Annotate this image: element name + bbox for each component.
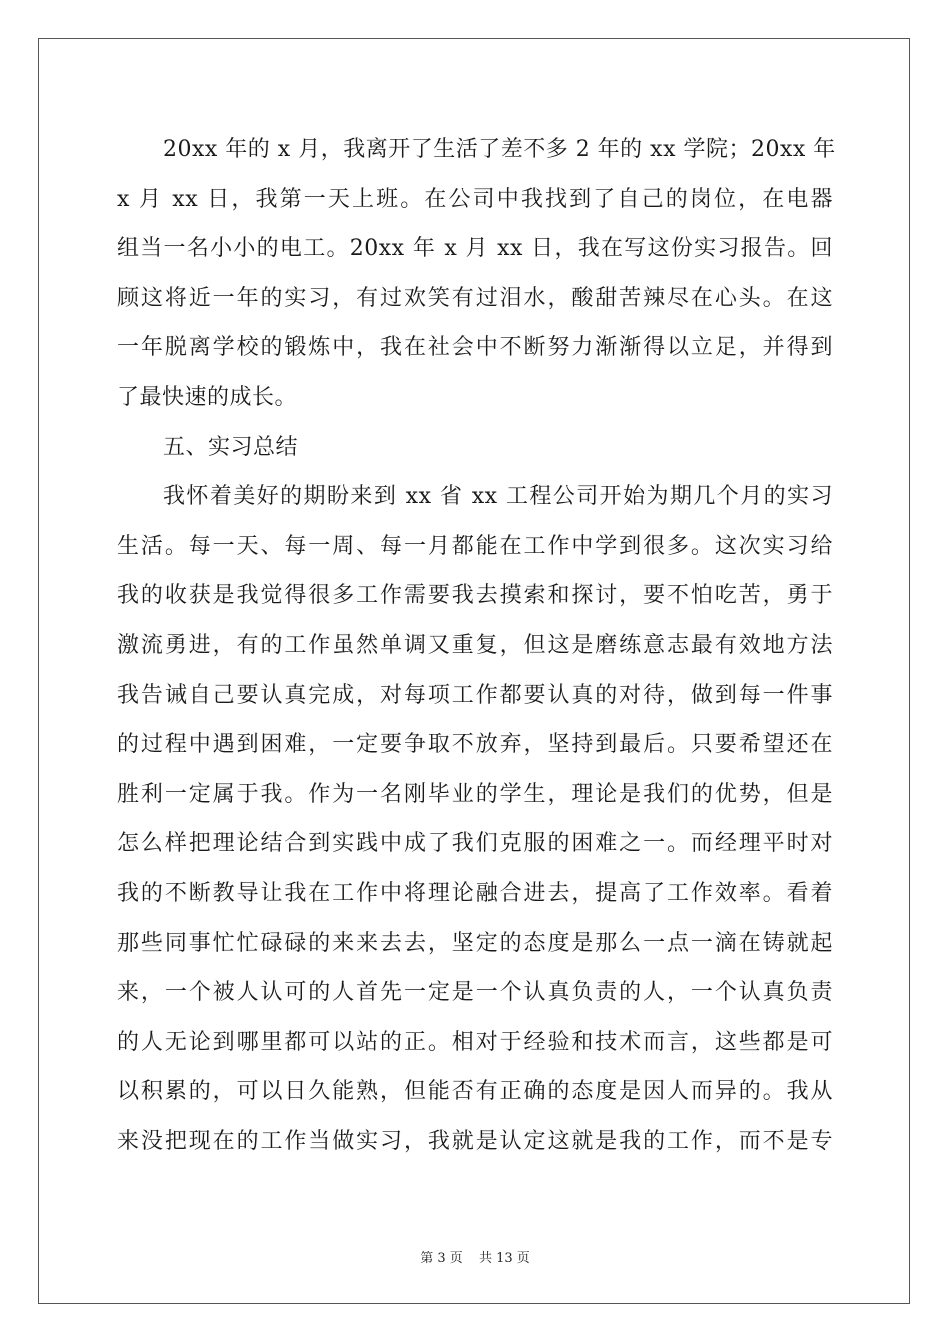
text-line: 顾这将近一年的实习，有过欢笑有过泪水，酸甜苦辣尽在心头。在这 <box>117 285 833 311</box>
text-line: 的人无论到哪里都可以站的正。相对于经验和技术而言，这些都是可 <box>117 1029 833 1055</box>
page-footer <box>0 1247 950 1266</box>
text-line: 我的不断教导让我在工作中将理论融合进去，提高了工作效率。看着 <box>117 880 833 906</box>
text-line: 我的收获是我觉得很多工作需要我去摸索和探讨，要不怕吃苦，勇于 <box>117 583 833 609</box>
text-line: 一年脱离学校的锻炼中，我在社会中不断努力渐渐得以立足，并得到 <box>117 335 833 361</box>
text-line: 我怀着美好的期盼来到 xx 省 xx 工程公司开始为期几个月的实习 <box>163 484 833 510</box>
text-line: 那些同事忙忙碌碌的来来去去，坚定的态度是那么一点一滴在铸就起 <box>117 930 833 956</box>
page-number: 第 3 页 <box>420 1251 463 1266</box>
text-line: 了最快速的成长。 <box>117 384 298 410</box>
text-line: 五、实习总结 <box>163 434 299 460</box>
document-body <box>117 125 836 1166</box>
text-line: 我告诫自己要认真完成，对每项工作都要认真的对待，做到每一件事 <box>117 682 833 708</box>
text-line: 生活。每一天、每一周、每一月都能在工作中学到很多。这次实习给 <box>117 533 833 559</box>
text-line: 组当一名小小的电工。20xx 年 x 月 xx 日，我在写这份实习报告。回 <box>117 236 833 262</box>
text-line: 激流勇进，有的工作虽然单调又重复，但这是磨练意志最有效地方法 <box>117 632 833 658</box>
text-line: 的过程中遇到困难，一定要争取不放弃，坚持到最后。只要希望还在 <box>117 732 833 758</box>
text-line: 20xx 年的 x 月，我离开了生活了差不多 2 年的 xx 学院；20xx 年 <box>163 137 836 162</box>
text-line: 来，一个被人认可的人首先一定是一个认真负责的人，一个认真负责 <box>117 980 833 1006</box>
text-line: x 月 xx 日，我第一天上班。在公司中我找到了自己的岗位，在电器 <box>117 186 833 212</box>
text-line: 胜利一定属于我。作为一名刚毕业的学生，理论是我们的优势，但是 <box>117 781 833 807</box>
text-line: 来没把现在的工作当做实习，我就是认定这就是我的工作，而不是专 <box>117 1128 833 1154</box>
page-total: 共 13 页 <box>478 1251 530 1266</box>
text-line: 怎么样把理论结合到实践中成了我们克服的困难之一。而经理平时对 <box>117 831 833 857</box>
text-line: 以积累的，可以日久能熟，但能否有正确的态度是因人而异的。我从 <box>117 1079 833 1105</box>
